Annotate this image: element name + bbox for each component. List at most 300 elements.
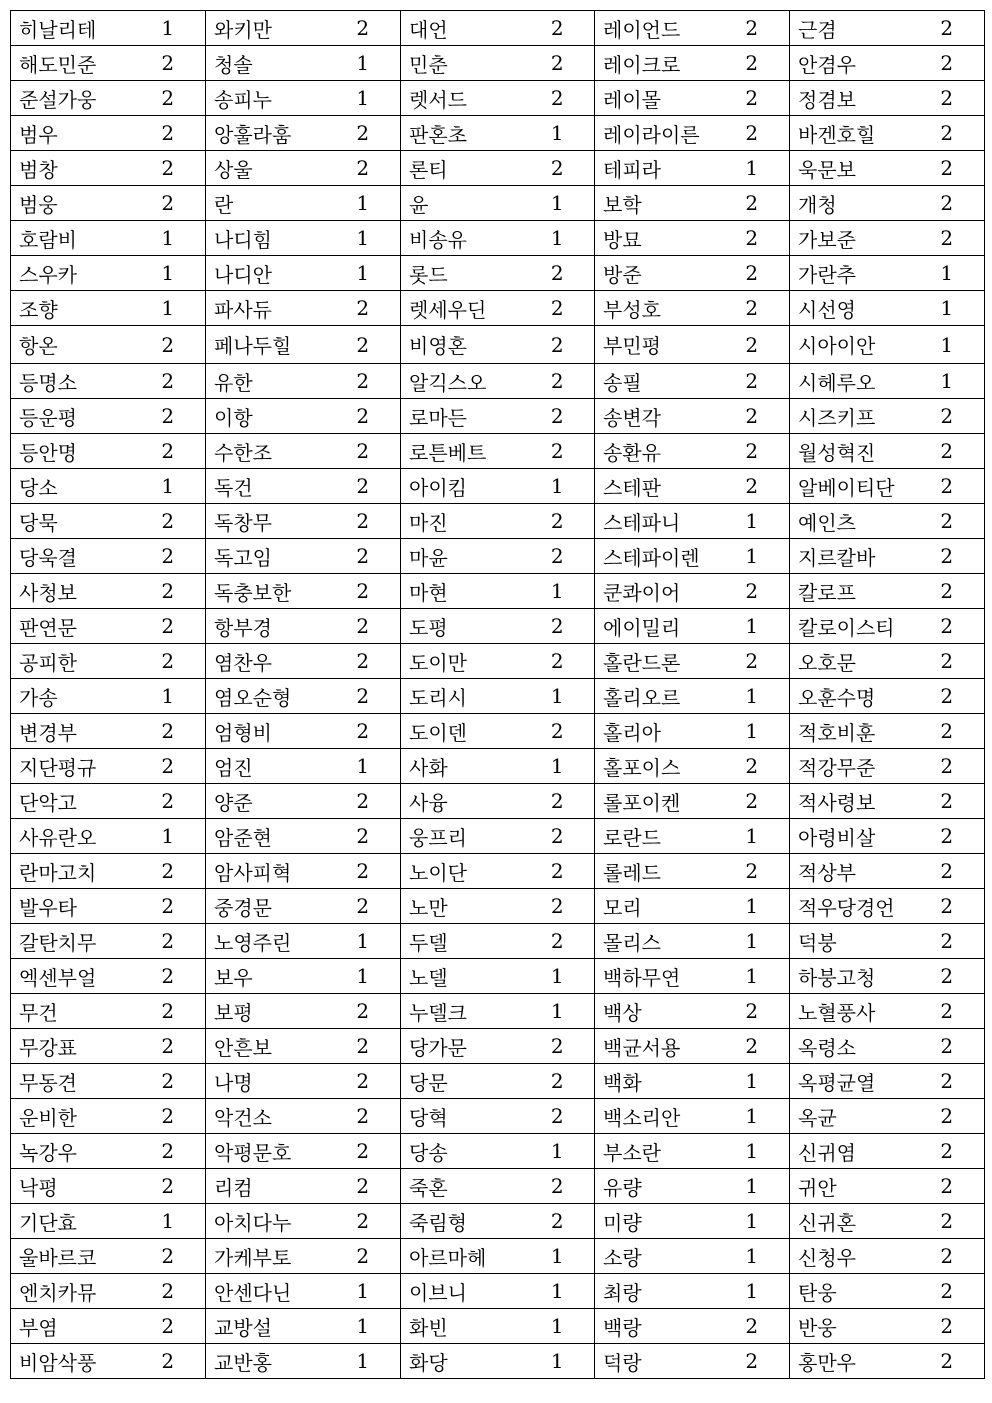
table-row (11, 1274, 985, 1309)
name-count-table (10, 10, 985, 1379)
count-cell: 2 (910, 784, 985, 819)
count-cell: 2 (131, 399, 206, 434)
name-cell: 독창무 (206, 504, 326, 539)
name-cell: 덕붕 (790, 924, 910, 959)
name-cell: 송변각 (595, 399, 715, 434)
name-cell: 홀포이스 (595, 749, 715, 784)
name-cell: 롤레드 (595, 854, 715, 889)
count-cell: 2 (326, 399, 401, 434)
count-cell: 1 (131, 291, 206, 326)
name-cell: 마진 (401, 504, 521, 539)
name-cell: 렛세우딘 (401, 291, 521, 326)
count-cell: 1 (131, 11, 206, 46)
name-cell: 사융 (401, 784, 521, 819)
name-cell: 예인츠 (790, 504, 910, 539)
name-cell: 노델 (401, 959, 521, 994)
name-cell: 당욱결 (11, 539, 131, 574)
table-body (11, 11, 985, 1379)
name-cell: 아이킴 (401, 469, 521, 504)
count-cell: 1 (715, 504, 790, 539)
name-cell: 해도민준 (11, 46, 131, 81)
table-row (11, 854, 985, 889)
name-cell: 송환유 (595, 434, 715, 469)
count-cell: 2 (326, 714, 401, 749)
name-cell: 반웅 (790, 1309, 910, 1344)
name-cell: 나디안 (206, 256, 326, 291)
count-cell: 2 (131, 46, 206, 81)
name-cell: 마현 (401, 574, 521, 609)
count-cell: 2 (910, 1204, 985, 1239)
count-cell: 2 (715, 994, 790, 1029)
count-cell: 2 (131, 854, 206, 889)
table-row (11, 784, 985, 819)
count-cell: 1 (715, 819, 790, 854)
name-cell: 시즈키프 (790, 399, 910, 434)
count-cell: 1 (326, 221, 401, 256)
count-cell: 2 (326, 364, 401, 399)
count-cell: 2 (910, 434, 985, 469)
count-cell: 2 (910, 714, 985, 749)
count-cell: 2 (131, 326, 206, 364)
name-cell: 단악고 (11, 784, 131, 819)
name-cell: 항온 (11, 326, 131, 364)
count-cell: 1 (521, 1134, 595, 1169)
name-cell: 렛서드 (401, 81, 521, 116)
table-row (11, 679, 985, 714)
count-cell: 2 (326, 1204, 401, 1239)
name-cell: 당송 (401, 1134, 521, 1169)
name-cell: 지르칼바 (790, 539, 910, 574)
name-cell: 가송 (11, 679, 131, 714)
name-cell: 당가문 (401, 1029, 521, 1064)
table-row (11, 186, 985, 221)
name-cell: 적강무준 (790, 749, 910, 784)
count-cell: 1 (715, 924, 790, 959)
name-cell: 백하무연 (595, 959, 715, 994)
name-cell: 악건소 (206, 1099, 326, 1134)
count-cell: 2 (131, 81, 206, 116)
count-cell: 1 (715, 151, 790, 186)
count-cell: 2 (715, 186, 790, 221)
count-cell: 2 (715, 574, 790, 609)
count-cell: 2 (131, 539, 206, 574)
count-cell: 2 (910, 994, 985, 1029)
table-row (11, 609, 985, 644)
count-cell: 2 (715, 221, 790, 256)
name-cell: 와키만 (206, 11, 326, 46)
name-cell: 울바르코 (11, 1239, 131, 1274)
name-cell: 로마든 (401, 399, 521, 434)
name-cell: 스테파이렌 (595, 539, 715, 574)
name-cell: 보평 (206, 994, 326, 1029)
count-cell: 1 (326, 959, 401, 994)
count-cell: 1 (715, 1134, 790, 1169)
name-cell: 리컴 (206, 1169, 326, 1204)
name-cell: 누델크 (401, 994, 521, 1029)
count-cell: 2 (326, 11, 401, 46)
count-cell: 2 (521, 609, 595, 644)
count-cell: 2 (521, 889, 595, 924)
count-cell: 2 (521, 819, 595, 854)
name-cell: 덕랑 (595, 1344, 715, 1379)
count-cell: 2 (910, 679, 985, 714)
table-row (11, 504, 985, 539)
name-cell: 당혁 (401, 1099, 521, 1134)
name-cell: 안흔보 (206, 1029, 326, 1064)
count-cell: 1 (521, 994, 595, 1029)
name-cell: 신귀혼 (790, 1204, 910, 1239)
name-cell: 시아이안 (790, 326, 910, 364)
name-cell: 부염 (11, 1309, 131, 1344)
count-cell: 2 (326, 994, 401, 1029)
count-cell: 1 (326, 1274, 401, 1309)
name-cell: 이브니 (401, 1274, 521, 1309)
name-cell: 페나두힐 (206, 326, 326, 364)
count-cell: 2 (326, 854, 401, 889)
name-cell: 사유란오 (11, 819, 131, 854)
table-row (11, 1309, 985, 1344)
table-row (11, 151, 985, 186)
count-cell: 2 (131, 749, 206, 784)
name-cell: 암준현 (206, 819, 326, 854)
count-cell: 2 (910, 959, 985, 994)
count-cell: 2 (521, 784, 595, 819)
name-cell: 범웅 (11, 186, 131, 221)
name-cell: 로튼베트 (401, 434, 521, 469)
count-cell: 2 (715, 11, 790, 46)
count-cell: 2 (326, 784, 401, 819)
name-cell: 칼로프 (790, 574, 910, 609)
count-cell: 2 (715, 1029, 790, 1064)
count-cell: 1 (521, 1274, 595, 1309)
table-row (11, 256, 985, 291)
count-cell: 1 (521, 1309, 595, 1344)
name-cell: 보학 (595, 186, 715, 221)
name-cell: 시헤루오 (790, 364, 910, 399)
count-cell: 2 (131, 1309, 206, 1344)
name-cell: 레이몰 (595, 81, 715, 116)
name-cell: 변경부 (11, 714, 131, 749)
count-cell: 2 (521, 1029, 595, 1064)
count-cell: 2 (326, 1134, 401, 1169)
count-cell: 1 (521, 186, 595, 221)
table-row (11, 1029, 985, 1064)
name-cell: 앙훌라훔 (206, 116, 326, 151)
count-cell: 1 (715, 679, 790, 714)
count-cell: 2 (910, 469, 985, 504)
name-cell: 등명소 (11, 364, 131, 399)
name-cell: 교방설 (206, 1309, 326, 1344)
name-cell: 정겸보 (790, 81, 910, 116)
count-cell: 2 (131, 574, 206, 609)
name-cell: 녹강우 (11, 1134, 131, 1169)
name-cell: 칼로이스티 (790, 609, 910, 644)
count-cell: 1 (910, 364, 985, 399)
count-cell: 2 (910, 504, 985, 539)
count-cell: 2 (715, 81, 790, 116)
name-cell: 보우 (206, 959, 326, 994)
count-cell: 1 (326, 186, 401, 221)
table-row (11, 116, 985, 151)
count-cell: 2 (910, 1029, 985, 1064)
name-cell: 범창 (11, 151, 131, 186)
count-cell: 2 (326, 574, 401, 609)
count-cell: 1 (131, 1204, 206, 1239)
name-cell: 란마고치 (11, 854, 131, 889)
count-cell: 2 (326, 1064, 401, 1099)
count-cell: 2 (131, 116, 206, 151)
name-cell: 파사듀 (206, 291, 326, 326)
count-cell: 2 (521, 644, 595, 679)
name-cell: 항부경 (206, 609, 326, 644)
count-cell: 2 (521, 11, 595, 46)
name-cell: 비암삭풍 (11, 1344, 131, 1379)
name-cell: 홀란드론 (595, 644, 715, 679)
name-cell: 공피한 (11, 644, 131, 679)
count-cell: 2 (910, 186, 985, 221)
name-cell: 오훈수명 (790, 679, 910, 714)
name-cell: 엔치카뮤 (11, 1274, 131, 1309)
name-cell: 화당 (401, 1344, 521, 1379)
count-cell: 2 (131, 994, 206, 1029)
count-cell: 2 (910, 889, 985, 924)
name-cell: 옥균 (790, 1099, 910, 1134)
count-cell: 2 (910, 116, 985, 151)
name-cell: 호람비 (11, 221, 131, 256)
count-cell: 2 (521, 151, 595, 186)
name-cell: 롤포이켄 (595, 784, 715, 819)
count-cell: 2 (326, 1099, 401, 1134)
count-cell: 2 (910, 1274, 985, 1309)
table-row (11, 959, 985, 994)
table-row (11, 1099, 985, 1134)
table-row (11, 924, 985, 959)
name-cell: 적상부 (790, 854, 910, 889)
count-cell: 1 (521, 574, 595, 609)
count-cell: 1 (131, 819, 206, 854)
name-cell: 레이크로 (595, 46, 715, 81)
name-cell: 판연문 (11, 609, 131, 644)
name-cell: 송피누 (206, 81, 326, 116)
name-cell: 적사령보 (790, 784, 910, 819)
name-cell: 발우타 (11, 889, 131, 924)
count-cell: 1 (326, 749, 401, 784)
name-cell: 엄형비 (206, 714, 326, 749)
name-cell: 부성호 (595, 291, 715, 326)
count-cell: 1 (131, 256, 206, 291)
name-cell: 스우카 (11, 256, 131, 291)
count-cell: 2 (326, 539, 401, 574)
count-cell: 2 (131, 434, 206, 469)
count-cell: 2 (910, 539, 985, 574)
name-cell: 무동견 (11, 1064, 131, 1099)
name-cell: 갈탄치무 (11, 924, 131, 959)
name-cell: 홀리오르 (595, 679, 715, 714)
count-cell: 2 (715, 854, 790, 889)
name-cell: 유한 (206, 364, 326, 399)
count-cell: 2 (715, 399, 790, 434)
name-cell: 사청보 (11, 574, 131, 609)
count-cell: 2 (131, 714, 206, 749)
table-row (11, 326, 985, 364)
name-cell: 신귀염 (790, 1134, 910, 1169)
table-row (11, 1134, 985, 1169)
name-cell: 독고임 (206, 539, 326, 574)
name-cell: 수한조 (206, 434, 326, 469)
name-cell: 몰리스 (595, 924, 715, 959)
count-cell: 1 (715, 1204, 790, 1239)
name-cell: 오호문 (790, 644, 910, 679)
count-cell: 2 (521, 364, 595, 399)
name-cell: 개청 (790, 186, 910, 221)
name-cell: 아치다누 (206, 1204, 326, 1239)
name-cell: 알긱스오 (401, 364, 521, 399)
count-cell: 2 (910, 151, 985, 186)
name-cell: 엄진 (206, 749, 326, 784)
count-cell: 2 (910, 1134, 985, 1169)
name-cell: 노혈풍사 (790, 994, 910, 1029)
name-cell: 암사피혁 (206, 854, 326, 889)
count-cell: 2 (131, 889, 206, 924)
name-cell: 화빈 (401, 1309, 521, 1344)
count-cell: 2 (521, 434, 595, 469)
count-cell: 1 (521, 1344, 595, 1379)
count-cell: 2 (910, 221, 985, 256)
count-cell: 1 (326, 46, 401, 81)
count-cell: 2 (131, 1239, 206, 1274)
name-cell: 조향 (11, 291, 131, 326)
name-cell: 독충보한 (206, 574, 326, 609)
count-cell: 2 (715, 291, 790, 326)
table-row (11, 11, 985, 46)
count-cell: 2 (326, 609, 401, 644)
name-cell: 준설가웅 (11, 81, 131, 116)
name-cell: 유량 (595, 1169, 715, 1204)
count-cell: 2 (326, 889, 401, 924)
count-cell: 2 (131, 1064, 206, 1099)
name-cell: 로란드 (595, 819, 715, 854)
count-cell: 1 (521, 679, 595, 714)
name-cell: 염찬우 (206, 644, 326, 679)
name-cell: 백소리안 (595, 1099, 715, 1134)
count-cell: 2 (910, 924, 985, 959)
count-cell: 2 (326, 679, 401, 714)
name-cell: 옥평균열 (790, 1064, 910, 1099)
count-cell: 1 (326, 1309, 401, 1344)
name-cell: 범우 (11, 116, 131, 151)
count-cell: 2 (521, 1064, 595, 1099)
count-cell: 2 (326, 504, 401, 539)
name-cell: 나디힘 (206, 221, 326, 256)
name-cell: 스테파니 (595, 504, 715, 539)
count-cell: 2 (910, 644, 985, 679)
count-cell: 2 (521, 854, 595, 889)
count-cell: 2 (326, 819, 401, 854)
name-cell: 악평문호 (206, 1134, 326, 1169)
table-row (11, 994, 985, 1029)
name-cell: 아르마헤 (401, 1239, 521, 1274)
count-cell: 2 (326, 151, 401, 186)
count-cell: 2 (131, 784, 206, 819)
table-row (11, 221, 985, 256)
name-cell: 도리시 (401, 679, 521, 714)
count-cell: 1 (521, 469, 595, 504)
name-cell: 무건 (11, 994, 131, 1029)
name-cell: 부소란 (595, 1134, 715, 1169)
count-cell: 2 (131, 186, 206, 221)
name-cell: 에이밀리 (595, 609, 715, 644)
name-cell: 레이언드 (595, 11, 715, 46)
table-row (11, 46, 985, 81)
count-cell: 1 (326, 81, 401, 116)
count-cell: 1 (326, 256, 401, 291)
name-cell: 홍만우 (790, 1344, 910, 1379)
name-cell: 송필 (595, 364, 715, 399)
name-cell: 론티 (401, 151, 521, 186)
name-cell: 운비한 (11, 1099, 131, 1134)
count-cell: 2 (910, 749, 985, 784)
count-cell: 1 (521, 116, 595, 151)
count-cell: 1 (715, 1274, 790, 1309)
count-cell: 2 (521, 1099, 595, 1134)
name-cell: 당묵 (11, 504, 131, 539)
count-cell: 2 (715, 749, 790, 784)
count-cell: 2 (715, 434, 790, 469)
name-cell: 근겸 (790, 11, 910, 46)
count-cell: 2 (910, 46, 985, 81)
name-cell: 청솔 (206, 46, 326, 81)
name-cell: 히날리테 (11, 11, 131, 46)
name-cell: 적우당경언 (790, 889, 910, 924)
count-cell: 2 (521, 539, 595, 574)
name-cell: 교반홍 (206, 1344, 326, 1379)
count-cell: 2 (715, 46, 790, 81)
name-cell: 란 (206, 186, 326, 221)
name-cell: 가보준 (790, 221, 910, 256)
count-cell: 1 (715, 1099, 790, 1134)
count-cell: 2 (131, 1099, 206, 1134)
name-cell: 이항 (206, 399, 326, 434)
count-cell: 2 (521, 46, 595, 81)
name-cell: 노이단 (401, 854, 521, 889)
count-cell: 2 (326, 1029, 401, 1064)
count-cell: 1 (131, 469, 206, 504)
count-cell: 2 (326, 434, 401, 469)
count-cell: 2 (131, 644, 206, 679)
count-cell: 2 (326, 1239, 401, 1274)
count-cell: 2 (521, 714, 595, 749)
name-cell: 적호비훈 (790, 714, 910, 749)
name-cell: 죽림형 (401, 1204, 521, 1239)
count-cell: 2 (521, 504, 595, 539)
table-row (11, 714, 985, 749)
table-row (11, 574, 985, 609)
name-cell: 낙평 (11, 1169, 131, 1204)
name-cell: 욱문보 (790, 151, 910, 186)
name-cell: 모리 (595, 889, 715, 924)
count-cell: 2 (131, 1169, 206, 1204)
table-row (11, 1344, 985, 1379)
count-cell: 1 (910, 256, 985, 291)
count-cell: 2 (715, 1344, 790, 1379)
name-cell: 염오순형 (206, 679, 326, 714)
count-cell: 1 (326, 924, 401, 959)
count-cell: 2 (521, 326, 595, 364)
name-cell: 사화 (401, 749, 521, 784)
count-cell: 2 (521, 1169, 595, 1204)
name-cell: 롯드 (401, 256, 521, 291)
name-cell: 지단평규 (11, 749, 131, 784)
